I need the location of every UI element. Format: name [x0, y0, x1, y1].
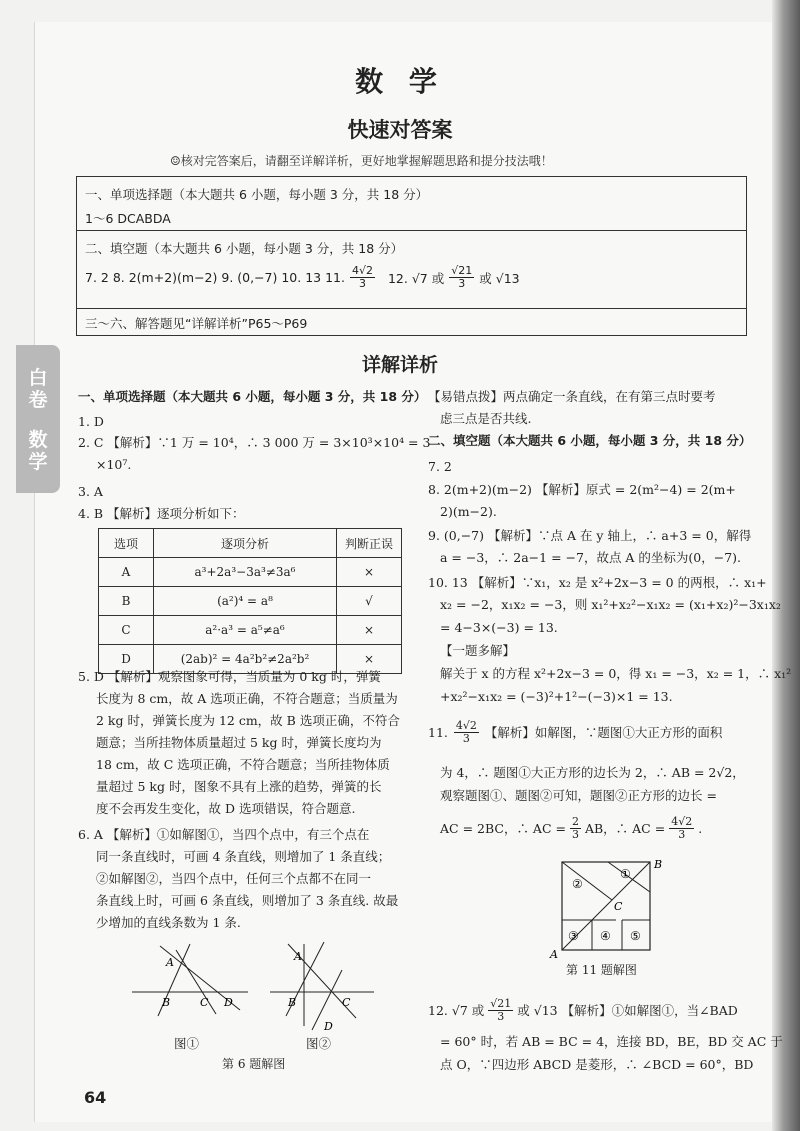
solution-pages-note: 三～六、解答题见“详解详析”P65～P69: [85, 316, 308, 331]
quick-answer-box: [76, 176, 747, 336]
q11-last-frac2: [669, 816, 694, 841]
fig1-label-a: A: [166, 956, 174, 969]
q6-line: ②如解图②，当四个点中，任何三个点都不在同一: [96, 871, 372, 886]
fig11-label-a: A: [550, 948, 558, 960]
section1-heading: 一、单项选择题（本大题共 6 小题，每小题 3 分，共 18 分）: [85, 187, 429, 202]
q10-line: +x₂²−x₁x₂ = (−3)²+1²−(−3)×1 = 13.: [440, 689, 673, 704]
fig1-line: [176, 950, 216, 1014]
page-number: 64: [84, 1088, 107, 1107]
q12-fraction: [488, 998, 513, 1023]
q11-last-c: .: [698, 820, 703, 836]
fig11-label-b: B: [654, 858, 663, 871]
detail-title: 详解详析: [361, 354, 438, 376]
q11-last-frac1-num: 2: [571, 815, 579, 828]
q7-answer: 7. 2: [428, 459, 452, 474]
fraction-11-num: 4√2: [351, 264, 373, 277]
q11-last-frac1: [570, 816, 581, 841]
q8-line: 8. 2(m+2)(m−2) 【解析】原式 = 2(m²−4) = 2(m+: [428, 482, 736, 497]
right-section2-heading: 二、填空题（本大题共 6 小题，每小题 3 分，共 18 分）: [428, 433, 752, 448]
table-cell: a³+2a³−3a³≠3a⁶: [154, 558, 337, 587]
q5-line: 度不会再发生变化，故 D 选项错误，符合题意.: [96, 801, 356, 816]
fig11-caption: 第 11 题解图: [566, 963, 637, 977]
fig1-label-d: D: [224, 996, 233, 1009]
subject-title: 数 学: [355, 65, 445, 98]
q11-last-a: AC = 2BC，∴ AC =: [440, 820, 566, 836]
answer-row-2: [77, 230, 746, 308]
fill-answers-b: 12. √7 或: [387, 270, 445, 286]
fig11-label-c: C: [614, 900, 623, 913]
answer-row-3: [77, 308, 746, 336]
q11-last-frac2-num: 4√2: [671, 815, 693, 828]
q5-line: 长度为 8 cm，故 A 选项正确，不符合题意；当质量为: [96, 691, 398, 706]
fraction-12-num: √21: [451, 264, 473, 277]
q10-line: 解关于 x 的方程 x²+2x−3 = 0，得 x₁ = −3，x₂ = 1，∴ x₁²: [440, 666, 792, 681]
table-row: [99, 587, 402, 616]
q10-line: x₂ = −2，x₁x₂ = −3，则 x₁²+x₂²−x₁x₂ = (x₁+x₂)²−3x₁x₂: [440, 597, 781, 612]
q6-line: 条直线上时，可画 6 条直线，则增加了 3 条直线. 故最: [96, 893, 399, 908]
q11-line: 为 4，∴ 题图①大正方形的边长为 2，∴ AB = 2√2，: [440, 765, 745, 780]
fraction-11: [350, 265, 375, 290]
fig2-label-d: D: [324, 1020, 333, 1033]
q5-line: 量超过 5 kg 时，图象不具有上涨的趋势，弹簧的长: [96, 779, 382, 794]
q1-answer: 1. D: [78, 414, 104, 429]
fig11-region-4: ④: [600, 929, 611, 943]
q10-alt-heading: 【一题多解】: [440, 643, 516, 658]
q11-last-frac1-den: 3: [571, 828, 579, 841]
q10-line: 10. 13 【解析】∵x₁，x₂ 是 x²+2x−3 = 0 的两根，∴ x₁+: [428, 575, 767, 590]
table-cell: √: [337, 587, 402, 616]
table-cell: (2ab)² = 4a²b²≠2a²b²: [154, 645, 337, 674]
fraction-12: [449, 265, 474, 290]
side-tab-line1: 白卷: [28, 367, 48, 411]
table-header-row: [99, 529, 402, 558]
q12-first-line: [428, 998, 738, 1023]
q11-last-frac2-den: 3: [678, 828, 686, 841]
fig6-caption: 第 6 题解图: [222, 1057, 286, 1071]
q12-line: = 60° 时，若 AB = BC = 4，连接 BD，BE，BD 交 AC 于: [440, 1034, 783, 1049]
q4-analysis-table: [98, 528, 402, 674]
fig11-region-5: ⑤: [630, 929, 641, 943]
q11-number: 11.: [428, 724, 448, 740]
fill-answers-a: 7. 2 8. 2(m+2)(m−2) 9. (0,−7) 10. 13 11.: [85, 270, 345, 285]
section2-heading: 二、填空题（本大题共 6 小题，每小题 3 分，共 18 分）: [85, 241, 404, 256]
fig11-line: [562, 862, 612, 900]
table-cell: C: [99, 616, 154, 645]
q10-line: = 4−3×(−3) = 13.: [440, 620, 558, 635]
table-cell: (a²)⁴ = a⁸: [154, 587, 337, 616]
table-row: [99, 558, 402, 587]
side-tab-line2: 数学: [28, 429, 48, 473]
q12-frac-num: √21: [490, 997, 512, 1010]
q9-line: 9. (0,−7) 【解析】∵点 A 在 y 轴上，∴ a+3 = 0，解得: [428, 528, 752, 543]
table-cell: ×: [337, 558, 402, 587]
fraction-12-den: 3: [458, 277, 466, 290]
fig1-label-c: C: [200, 996, 209, 1009]
table-header-cell: 逐项分析: [154, 529, 337, 558]
q5-line: 18 cm，故 C 选项正确，不符合题意；当所挂物体质: [96, 757, 390, 772]
q11-figure: [548, 856, 666, 960]
q12-line: 点 O，∵四边形 ABCD 是菱形，∴ ∠BCD = 60°，BD: [440, 1057, 754, 1072]
q11-fraction: [454, 720, 479, 745]
q11-frac-num: 4√2: [455, 719, 477, 732]
table-header-cell: 选项: [99, 529, 154, 558]
q3-answer: 3. A: [78, 484, 103, 499]
table-cell: ×: [337, 645, 402, 674]
fig11-region-3: ③: [568, 929, 579, 943]
q6-line: 6. A 【解析】①如解图①，当四个点中，有三个点在: [78, 827, 370, 842]
q2-line1: 2. C 【解析】∵1 万 = 10⁴，∴ 3 000 万 = 3×10³×10⁴ = 3: [78, 435, 431, 450]
fig2-label-a: A: [294, 950, 302, 963]
q6-line: 少增加的直线条数为 1 条.: [96, 915, 241, 930]
q9-line: a = −3，∴ 2a−1 = −7，故点 A 的坐标为(0，−7).: [440, 550, 742, 565]
q11-first-line: [428, 720, 722, 745]
tip-line: ☺核对完答案后，请翻至详解详析，更好地掌握解题思路和提分技法哦！: [170, 154, 553, 168]
fill-answers: [85, 265, 520, 290]
q12-first-a: 12. √7 或: [428, 1002, 485, 1018]
fig2-caption: 图②: [306, 1036, 332, 1051]
q2-line2: ×10⁷.: [96, 457, 132, 472]
q5-line: 题意；当所挂物体质量超过 5 kg 时，弹簧长度均为: [96, 735, 382, 750]
q5-line: 2 kg 时，弹簧长度为 12 cm，故 B 选项正确，不符合: [96, 713, 400, 728]
q6-figure-2: [268, 940, 378, 1035]
fig1-label-b: B: [162, 996, 171, 1009]
binding-edge: [772, 0, 800, 1131]
fig1-caption: 图①: [174, 1036, 200, 1051]
table-row: [99, 616, 402, 645]
fig11-region-1: ①: [620, 867, 631, 881]
q6-line: 同一条直线时，可画 4 条直线，则增加了 1 条直线；: [96, 849, 391, 864]
q11-line: 观察题图①、题图②可知，题图②正方形的边长 =: [440, 788, 717, 803]
tip-line: 虑三点是否共线.: [440, 411, 532, 426]
tip-line: 【易错点拨】两点确定一条直线，在有第三点时要考: [428, 389, 716, 404]
table-cell: A: [99, 558, 154, 587]
table-header-cell: 判断正误: [337, 529, 402, 558]
q5-line: 5. D 【解析】观察图象可得，当质量为 0 kg 时，弹簧: [78, 669, 381, 684]
table-cell: B: [99, 587, 154, 616]
fig2-label-b: B: [288, 996, 297, 1009]
q4-answer: 4. B 【解析】逐项分析如下：: [78, 506, 245, 521]
left-section1-heading: 一、单项选择题（本大题共 6 小题，每小题 3 分，共 18 分）: [78, 389, 427, 404]
q11-last-line: [440, 816, 702, 841]
fig2-label-c: C: [342, 996, 351, 1009]
table-cell: a²·a³ = a⁵≠a⁶: [154, 616, 337, 645]
q11-first-text: 【解析】如解图，∵题图①大正方形的面积: [484, 724, 723, 740]
answer-row-1: [77, 177, 746, 229]
fill-answers-c: 或 √13: [479, 270, 520, 286]
q11-frac-den: 3: [462, 732, 470, 745]
q8-line: 2)(m−2).: [440, 504, 497, 519]
q12-first-b: 或 √13 【解析】①如解图①，当∠BAD: [517, 1002, 738, 1018]
choice-answers: 1～6 DCABDA: [85, 211, 171, 226]
table-cell: ×: [337, 616, 402, 645]
fraction-11-den: 3: [358, 277, 366, 290]
q12-frac-den: 3: [497, 1010, 505, 1023]
table-cell: D: [99, 645, 154, 674]
fig11-region-2: ②: [572, 877, 583, 891]
q6-figure-1: [130, 940, 250, 1030]
q11-last-b: AB，∴ AC =: [584, 820, 666, 836]
quick-answer-title: 快速对答案: [347, 117, 453, 142]
